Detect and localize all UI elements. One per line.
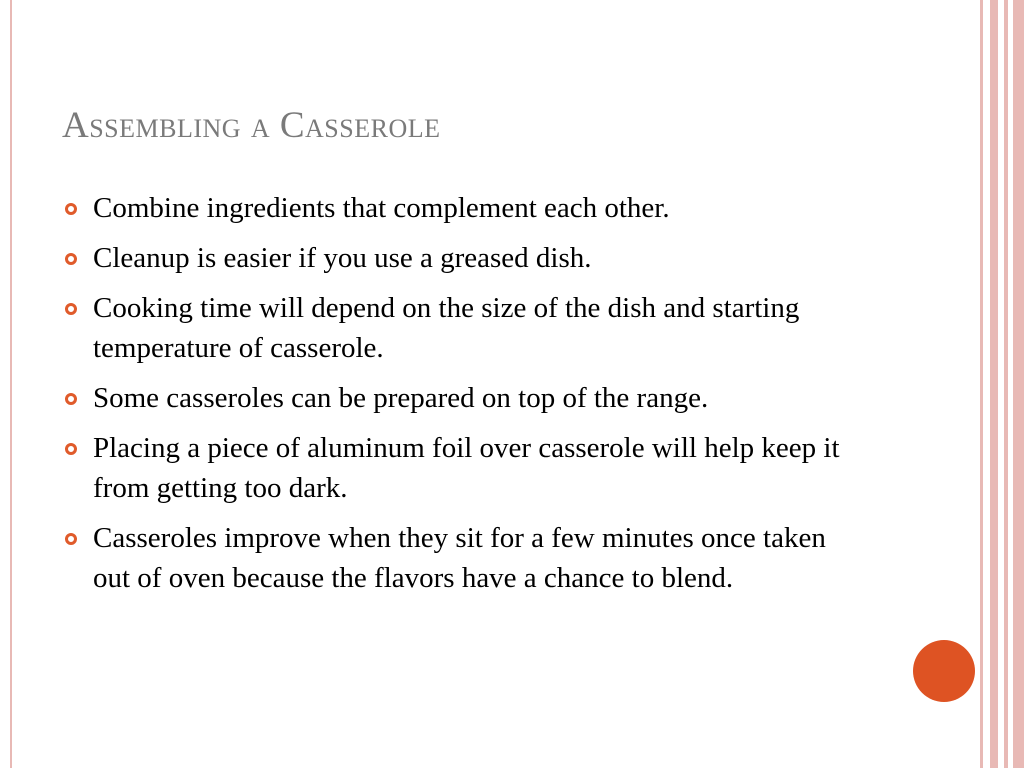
decor-stripe bbox=[990, 0, 998, 768]
ring-bullet-icon bbox=[65, 533, 77, 545]
bullet-text: Casseroles improve when they sit for a few minutes once taken out of oven because the flavors have a chance to blend. bbox=[93, 522, 826, 594]
ring-bullet-icon bbox=[65, 203, 77, 215]
bullet-text: Cooking time will depend on the size of the dish and starting temperature of casserole. bbox=[93, 292, 800, 364]
decor-stripe bbox=[980, 0, 983, 768]
list-item bbox=[62, 188, 862, 228]
bullet-text: Some casseroles can be prepared on top of the range. bbox=[93, 382, 709, 414]
list-item bbox=[62, 288, 862, 368]
right-decorative-stripes bbox=[980, 0, 1024, 768]
bullet-text: Placing a piece of aluminum foil over casserole will help keep it from getting too dark. bbox=[93, 432, 840, 504]
bullet-text: Combine ingredients that complement each other. bbox=[93, 192, 670, 224]
decor-stripe bbox=[1013, 0, 1024, 768]
bullet-list bbox=[62, 188, 862, 608]
ring-bullet-icon bbox=[65, 393, 77, 405]
left-border-line bbox=[10, 0, 12, 768]
slide-title: Assembling a Casserole bbox=[62, 105, 441, 146]
list-item bbox=[62, 378, 862, 418]
list-item bbox=[62, 518, 862, 598]
decorative-orange-circle bbox=[913, 640, 975, 702]
ring-bullet-icon bbox=[65, 443, 77, 455]
ring-bullet-icon bbox=[65, 303, 77, 315]
bullet-text: Cleanup is easier if you use a greased dish. bbox=[93, 242, 592, 274]
ring-bullet-icon bbox=[65, 253, 77, 265]
decor-stripe bbox=[1004, 0, 1008, 768]
list-item bbox=[62, 428, 862, 508]
list-item bbox=[62, 238, 862, 278]
